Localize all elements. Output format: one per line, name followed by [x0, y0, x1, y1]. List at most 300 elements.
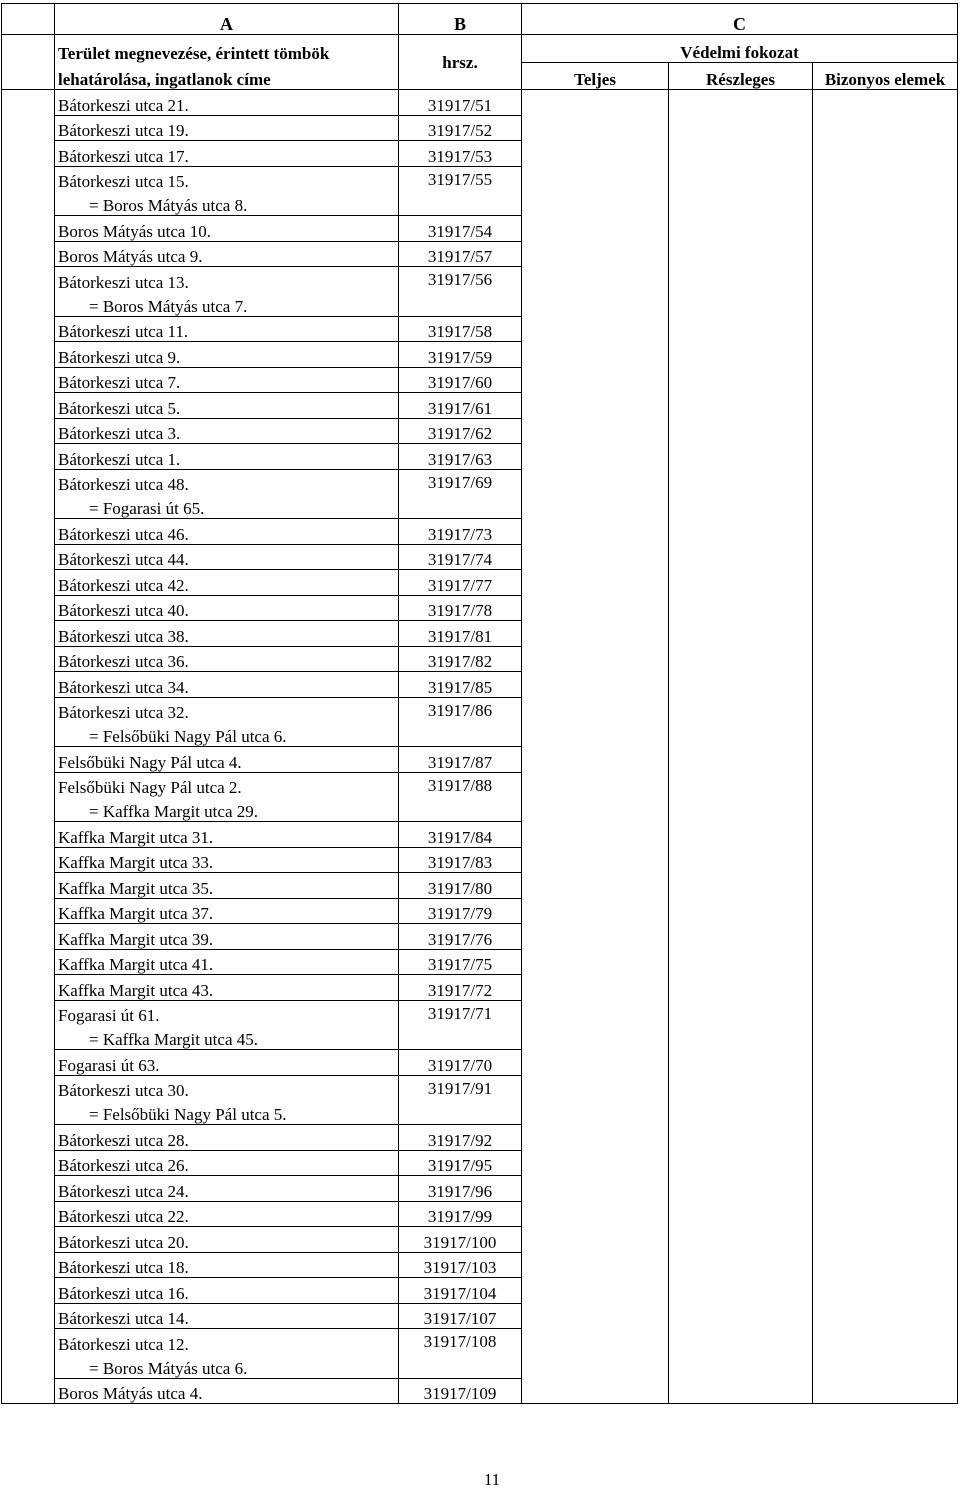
full-protection-cell: [522, 267, 669, 317]
table-row: [2, 1252, 958, 1278]
hrsz-cell: 31917/71: [399, 1000, 522, 1050]
row-number-cell: [2, 1201, 55, 1227]
hrsz-cell: 31917/59: [399, 342, 522, 368]
hrsz-cell: 31917/104: [399, 1278, 522, 1304]
certain-elements-cell: [813, 898, 958, 924]
row-number-cell: [2, 241, 55, 267]
address-cell: Bátorkeszi utca 40.: [55, 595, 399, 621]
row-number-cell: [2, 847, 55, 873]
hrsz-cell: 31917/55: [399, 166, 522, 216]
address-cell: Felsőbüki Nagy Pál utca 4.: [55, 747, 399, 773]
hrsz-cell: 31917/76: [399, 924, 522, 950]
address-cell: Bátorkeszi utca 28.: [55, 1125, 399, 1151]
hrsz-cell: 31917/91: [399, 1075, 522, 1125]
partial-protection-cell: [669, 316, 813, 342]
row-number-cell: [2, 1176, 55, 1202]
hrsz-cell: 31917/85: [399, 672, 522, 698]
address-cell: Bátorkeszi utca 13.: [55, 267, 399, 292]
full-protection-cell: [522, 393, 669, 419]
hrsz-header: hrsz.: [399, 35, 522, 90]
partial-protection-cell: [669, 544, 813, 570]
address-cell: Bátorkeszi utca 19.: [55, 115, 399, 141]
full-protection-cell: [522, 141, 669, 167]
table-row: [2, 216, 958, 242]
table-row: [2, 898, 958, 924]
full-protection-cell: [522, 1050, 669, 1076]
certain-elements-cell: [813, 418, 958, 444]
address-cell: Bátorkeszi utca 22.: [55, 1201, 399, 1227]
table-row: [2, 544, 958, 570]
table-row: [2, 697, 958, 722]
certain-elements-cell: [813, 393, 958, 419]
certain-elements-cell: [813, 822, 958, 848]
row-number-cell: [2, 570, 55, 596]
partial-protection-cell: [669, 898, 813, 924]
partial-protection-cell: [669, 90, 813, 116]
certain-elements-cell: [813, 747, 958, 773]
certain-elements-cell: [813, 1278, 958, 1304]
row-number-cell: [2, 418, 55, 444]
full-protection-cell: [522, 570, 669, 596]
partial-protection-cell: [669, 1000, 813, 1050]
row-number-cell: [2, 772, 55, 822]
partial-protection-cell: [669, 367, 813, 393]
certain-elements-cell: [813, 1329, 958, 1379]
protection-table: [1, 3, 958, 1404]
address-cell: Bátorkeszi utca 36.: [55, 646, 399, 672]
table-header: [2, 4, 958, 90]
row-number-cell: [2, 90, 55, 116]
hrsz-cell: 31917/57: [399, 241, 522, 267]
certain-elements-cell: [813, 595, 958, 621]
row-number-cell: [2, 316, 55, 342]
row-number-cell: [2, 1050, 55, 1076]
partial-protection-cell: [669, 342, 813, 368]
address-cell: Bátorkeszi utca 48.: [55, 469, 399, 494]
hrsz-cell: 31917/63: [399, 444, 522, 470]
partial-protection-cell: [669, 570, 813, 596]
hrsz-cell: 31917/99: [399, 1201, 522, 1227]
certain-elements-cell: [813, 267, 958, 317]
full-protection-cell: [522, 367, 669, 393]
partial-protection-cell: [669, 697, 813, 747]
hrsz-cell: 31917/58: [399, 316, 522, 342]
row-number-cell: [2, 216, 55, 242]
table-row: [2, 747, 958, 773]
certain-elements-cell: [813, 519, 958, 545]
certain-elements-cell: [813, 1125, 958, 1151]
hrsz-cell: 31917/52: [399, 115, 522, 141]
address-cell: Bátorkeszi utca 15.: [55, 166, 399, 191]
row-number-cell: [2, 924, 55, 950]
full-protection-cell: [522, 595, 669, 621]
hrsz-cell: 31917/77: [399, 570, 522, 596]
column-letter-row: [2, 4, 958, 35]
hrsz-cell: 31917/81: [399, 621, 522, 647]
row-number-cell: [2, 1303, 55, 1329]
address-cell: Kaffka Margit utca 43.: [55, 975, 399, 1001]
partial-protection-cell: [669, 1227, 813, 1253]
certain-elements-cell: [813, 1150, 958, 1176]
hrsz-cell: 31917/86: [399, 697, 522, 747]
table-row: [2, 444, 958, 470]
partial-protection-cell: [669, 621, 813, 647]
table-row: [2, 975, 958, 1001]
full-protection-cell: [522, 898, 669, 924]
partial-protection-cell: [669, 1201, 813, 1227]
full-protection-cell: [522, 316, 669, 342]
table-row: [2, 949, 958, 975]
certain-elements-cell: [813, 847, 958, 873]
row-number-cell: [2, 697, 55, 747]
address-alias-cell: = Boros Mátyás utca 8.: [55, 191, 399, 216]
address-cell: Bátorkeszi utca 5.: [55, 393, 399, 419]
partial-protection-cell: [669, 822, 813, 848]
address-alias-cell: = Felsőbüki Nagy Pál utca 5.: [55, 1100, 399, 1125]
certain-elements-cell: [813, 1201, 958, 1227]
certain-elements-cell: [813, 241, 958, 267]
row-number-cell: [2, 595, 55, 621]
table-row: [2, 469, 958, 494]
table-row: [2, 621, 958, 647]
row-number-cell: [2, 166, 55, 216]
row-number-cell: [2, 115, 55, 141]
certain-elements-cell: [813, 166, 958, 216]
certain-elements-cell: [813, 1227, 958, 1253]
row-number-cell: [2, 544, 55, 570]
table-row: [2, 646, 958, 672]
address-cell: Bátorkeszi utca 11.: [55, 316, 399, 342]
row-number-cell: [2, 1150, 55, 1176]
address-cell: Bátorkeszi utca 12.: [55, 1329, 399, 1354]
partial-protection-cell: [669, 949, 813, 975]
page-number: 11: [483, 1470, 501, 1489]
column-letter-c: C: [522, 4, 958, 35]
certain-elements-cell: [813, 1378, 958, 1404]
full-protection-cell: [522, 90, 669, 116]
address-cell: Bátorkeszi utca 38.: [55, 621, 399, 647]
partial-protection-cell: [669, 1278, 813, 1304]
table-row: [2, 316, 958, 342]
address-cell: Bátorkeszi utca 17.: [55, 141, 399, 167]
partial-protection-cell: [669, 444, 813, 470]
full-protection-cell: [522, 241, 669, 267]
hrsz-cell: 31917/96: [399, 1176, 522, 1202]
table-row: [2, 873, 958, 899]
table-row: [2, 672, 958, 698]
partial-protection-header: Részleges: [669, 63, 813, 90]
hrsz-cell: 31917/56: [399, 267, 522, 317]
protection-level-header: Védelmi fokozat: [522, 35, 958, 63]
row-number-cell: [2, 1227, 55, 1253]
partial-protection-cell: [669, 672, 813, 698]
row-number-cell: [2, 646, 55, 672]
partial-protection-cell: [669, 847, 813, 873]
partial-protection-cell: [669, 1329, 813, 1379]
hrsz-cell: 31917/61: [399, 393, 522, 419]
table-row: [2, 1000, 958, 1025]
certain-elements-cell: [813, 115, 958, 141]
hrsz-cell: 31917/88: [399, 772, 522, 822]
full-protection-cell: [522, 1227, 669, 1253]
address-cell: Bátorkeszi utca 30.: [55, 1075, 399, 1100]
hrsz-cell: 31917/53: [399, 141, 522, 167]
address-alias-cell: = Boros Mátyás utca 7.: [55, 292, 399, 317]
row-number-cell: [2, 469, 55, 519]
full-protection-cell: [522, 1176, 669, 1202]
table-row: [2, 1050, 958, 1076]
address-alias-cell: = Kaffka Margit utca 29.: [55, 797, 399, 822]
table-row: [2, 115, 958, 141]
table-row: [2, 1227, 958, 1253]
table-row: [2, 1075, 958, 1100]
row-number-cell: [2, 949, 55, 975]
full-protection-cell: [522, 115, 669, 141]
hrsz-cell: 31917/87: [399, 747, 522, 773]
row-number-cell: [2, 621, 55, 647]
certain-elements-cell: [813, 646, 958, 672]
address-cell: Bátorkeszi utca 14.: [55, 1303, 399, 1329]
full-protection-cell: [522, 747, 669, 773]
table-row: [2, 847, 958, 873]
full-protection-cell: [522, 418, 669, 444]
full-protection-cell: [522, 1252, 669, 1278]
address-cell: Bátorkeszi utca 34.: [55, 672, 399, 698]
full-protection-cell: [522, 1303, 669, 1329]
address-cell: Kaffka Margit utca 31.: [55, 822, 399, 848]
full-protection-cell: [522, 342, 669, 368]
partial-protection-cell: [669, 418, 813, 444]
row-number-cell: [2, 1000, 55, 1050]
partial-protection-cell: [669, 1050, 813, 1076]
certain-elements-cell: [813, 444, 958, 470]
certain-elements-cell: [813, 772, 958, 822]
row-number-cell: [2, 141, 55, 167]
certain-elements-cell: [813, 90, 958, 116]
address-cell: Kaffka Margit utca 39.: [55, 924, 399, 950]
address-cell: Bátorkeszi utca 20.: [55, 1227, 399, 1253]
full-protection-cell: [522, 975, 669, 1001]
hrsz-cell: 31917/95: [399, 1150, 522, 1176]
hrsz-cell: 31917/70: [399, 1050, 522, 1076]
certain-elements-cell: [813, 1000, 958, 1050]
full-protection-cell: [522, 873, 669, 899]
row-number-cell: [2, 873, 55, 899]
table-row: [2, 418, 958, 444]
partial-protection-cell: [669, 241, 813, 267]
partial-protection-cell: [669, 873, 813, 899]
hrsz-cell: 31917/83: [399, 847, 522, 873]
certain-elements-cell: [813, 975, 958, 1001]
area-header-line1: Terület megnevezése, érintett tömbök: [55, 35, 399, 63]
row-number-cell: [2, 672, 55, 698]
certain-elements-cell: [813, 1252, 958, 1278]
address-cell: Bátorkeszi utca 44.: [55, 544, 399, 570]
hrsz-cell: 31917/78: [399, 595, 522, 621]
table-row: [2, 1329, 958, 1354]
address-alias-cell: = Felsőbüki Nagy Pál utca 6.: [55, 722, 399, 747]
full-protection-cell: [522, 1329, 669, 1379]
address-cell: Felsőbüki Nagy Pál utca 2.: [55, 772, 399, 797]
table-row: [2, 1201, 958, 1227]
full-protection-cell: [522, 544, 669, 570]
partial-protection-cell: [669, 924, 813, 950]
table-row: [2, 241, 958, 267]
hrsz-cell: 31917/51: [399, 90, 522, 116]
hrsz-cell: 31917/79: [399, 898, 522, 924]
row-number-cell: [2, 1075, 55, 1125]
partial-protection-cell: [669, 1303, 813, 1329]
full-protection-cell: [522, 847, 669, 873]
hrsz-cell: 31917/80: [399, 873, 522, 899]
certain-elements-cell: [813, 1050, 958, 1076]
address-cell: Bátorkeszi utca 7.: [55, 367, 399, 393]
full-protection-header: Teljes: [522, 63, 669, 90]
full-protection-cell: [522, 444, 669, 470]
table-body: [2, 90, 958, 1404]
certain-elements-cell: [813, 141, 958, 167]
hrsz-cell: 31917/62: [399, 418, 522, 444]
partial-protection-cell: [669, 1125, 813, 1151]
table-row: [2, 1176, 958, 1202]
full-protection-cell: [522, 822, 669, 848]
address-cell: Bátorkeszi utca 21.: [55, 90, 399, 116]
certain-elements-cell: [813, 672, 958, 698]
certain-elements-cell: [813, 697, 958, 747]
row-number-cell: [2, 1252, 55, 1278]
full-protection-cell: [522, 166, 669, 216]
hrsz-cell: 31917/72: [399, 975, 522, 1001]
address-alias-cell: = Fogarasi út 65.: [55, 494, 399, 519]
partial-protection-cell: [669, 975, 813, 1001]
partial-protection-cell: [669, 646, 813, 672]
table-row: [2, 393, 958, 419]
partial-protection-cell: [669, 772, 813, 822]
corner-cell: [2, 4, 55, 35]
certain-elements-cell: [813, 1303, 958, 1329]
partial-protection-cell: [669, 141, 813, 167]
partial-protection-cell: [669, 115, 813, 141]
table-row: [2, 90, 958, 116]
hrsz-cell: 31917/100: [399, 1227, 522, 1253]
certain-elements-cell: [813, 316, 958, 342]
address-cell: Fogarasi út 63.: [55, 1050, 399, 1076]
row-number-cell: [2, 747, 55, 773]
hrsz-cell: 31917/60: [399, 367, 522, 393]
row-number-cell: [2, 1378, 55, 1404]
address-cell: Bátorkeszi utca 1.: [55, 444, 399, 470]
hrsz-cell: 31917/103: [399, 1252, 522, 1278]
partial-protection-cell: [669, 595, 813, 621]
address-alias-cell: = Boros Mátyás utca 6.: [55, 1354, 399, 1379]
certain-elements-cell: [813, 949, 958, 975]
full-protection-cell: [522, 1075, 669, 1125]
full-protection-cell: [522, 469, 669, 519]
table-row: [2, 367, 958, 393]
hrsz-cell: 31917/75: [399, 949, 522, 975]
table-row: [2, 1125, 958, 1151]
table-row: [2, 166, 958, 191]
row-number-cell: [2, 367, 55, 393]
hrsz-cell: 31917/54: [399, 216, 522, 242]
hrsz-cell: 31917/84: [399, 822, 522, 848]
address-cell: Boros Mátyás utca 10.: [55, 216, 399, 242]
full-protection-cell: [522, 1278, 669, 1304]
partial-protection-cell: [669, 166, 813, 216]
row-number-cell: [2, 898, 55, 924]
full-protection-cell: [522, 621, 669, 647]
hrsz-cell: 31917/107: [399, 1303, 522, 1329]
address-cell: Bátorkeszi utca 26.: [55, 1150, 399, 1176]
certain-elements-cell: [813, 544, 958, 570]
partial-protection-cell: [669, 1150, 813, 1176]
address-cell: Boros Mátyás utca 9.: [55, 241, 399, 267]
certain-elements-header: Bizonyos elemek: [813, 63, 958, 90]
hrsz-cell: 31917/92: [399, 1125, 522, 1151]
certain-elements-cell: [813, 1176, 958, 1202]
partial-protection-cell: [669, 469, 813, 519]
row-number-cell: [2, 822, 55, 848]
address-cell: Bátorkeszi utca 16.: [55, 1278, 399, 1304]
column-letter-b: B: [399, 4, 522, 35]
row-number-cell: [2, 393, 55, 419]
table-row: [2, 141, 958, 167]
table-row: [2, 1303, 958, 1329]
hrsz-cell: 31917/74: [399, 544, 522, 570]
row-number-cell: [2, 35, 55, 90]
row-number-cell: [2, 519, 55, 545]
address-cell: Bátorkeszi utca 18.: [55, 1252, 399, 1278]
area-header-line2: lehatárolása, ingatlanok címe: [55, 63, 399, 90]
address-cell: Kaffka Margit utca 37.: [55, 898, 399, 924]
full-protection-cell: [522, 1125, 669, 1151]
row-number-cell: [2, 444, 55, 470]
row-number-cell: [2, 342, 55, 368]
partial-protection-cell: [669, 1176, 813, 1202]
address-cell: Boros Mátyás utca 4.: [55, 1378, 399, 1404]
partial-protection-cell: [669, 747, 813, 773]
address-cell: Bátorkeszi utca 24.: [55, 1176, 399, 1202]
full-protection-cell: [522, 1201, 669, 1227]
header-row-1: [2, 35, 958, 63]
table-row: [2, 267, 958, 292]
partial-protection-cell: [669, 1378, 813, 1404]
certain-elements-cell: [813, 469, 958, 519]
table-row: [2, 570, 958, 596]
address-alias-cell: = Kaffka Margit utca 45.: [55, 1025, 399, 1050]
certain-elements-cell: [813, 621, 958, 647]
address-cell: Bátorkeszi utca 42.: [55, 570, 399, 596]
hrsz-cell: 31917/109: [399, 1378, 522, 1404]
table-row: [2, 772, 958, 797]
certain-elements-cell: [813, 1075, 958, 1125]
table-row: [2, 342, 958, 368]
table-row: [2, 1278, 958, 1304]
full-protection-cell: [522, 1378, 669, 1404]
table-row: [2, 1150, 958, 1176]
table-row: [2, 1378, 958, 1404]
partial-protection-cell: [669, 267, 813, 317]
table-row: [2, 519, 958, 545]
address-cell: Bátorkeszi utca 3.: [55, 418, 399, 444]
address-cell: Kaffka Margit utca 33.: [55, 847, 399, 873]
full-protection-cell: [522, 697, 669, 747]
address-cell: Bátorkeszi utca 9.: [55, 342, 399, 368]
partial-protection-cell: [669, 393, 813, 419]
address-cell: Fogarasi út 61.: [55, 1000, 399, 1025]
full-protection-cell: [522, 672, 669, 698]
full-protection-cell: [522, 519, 669, 545]
